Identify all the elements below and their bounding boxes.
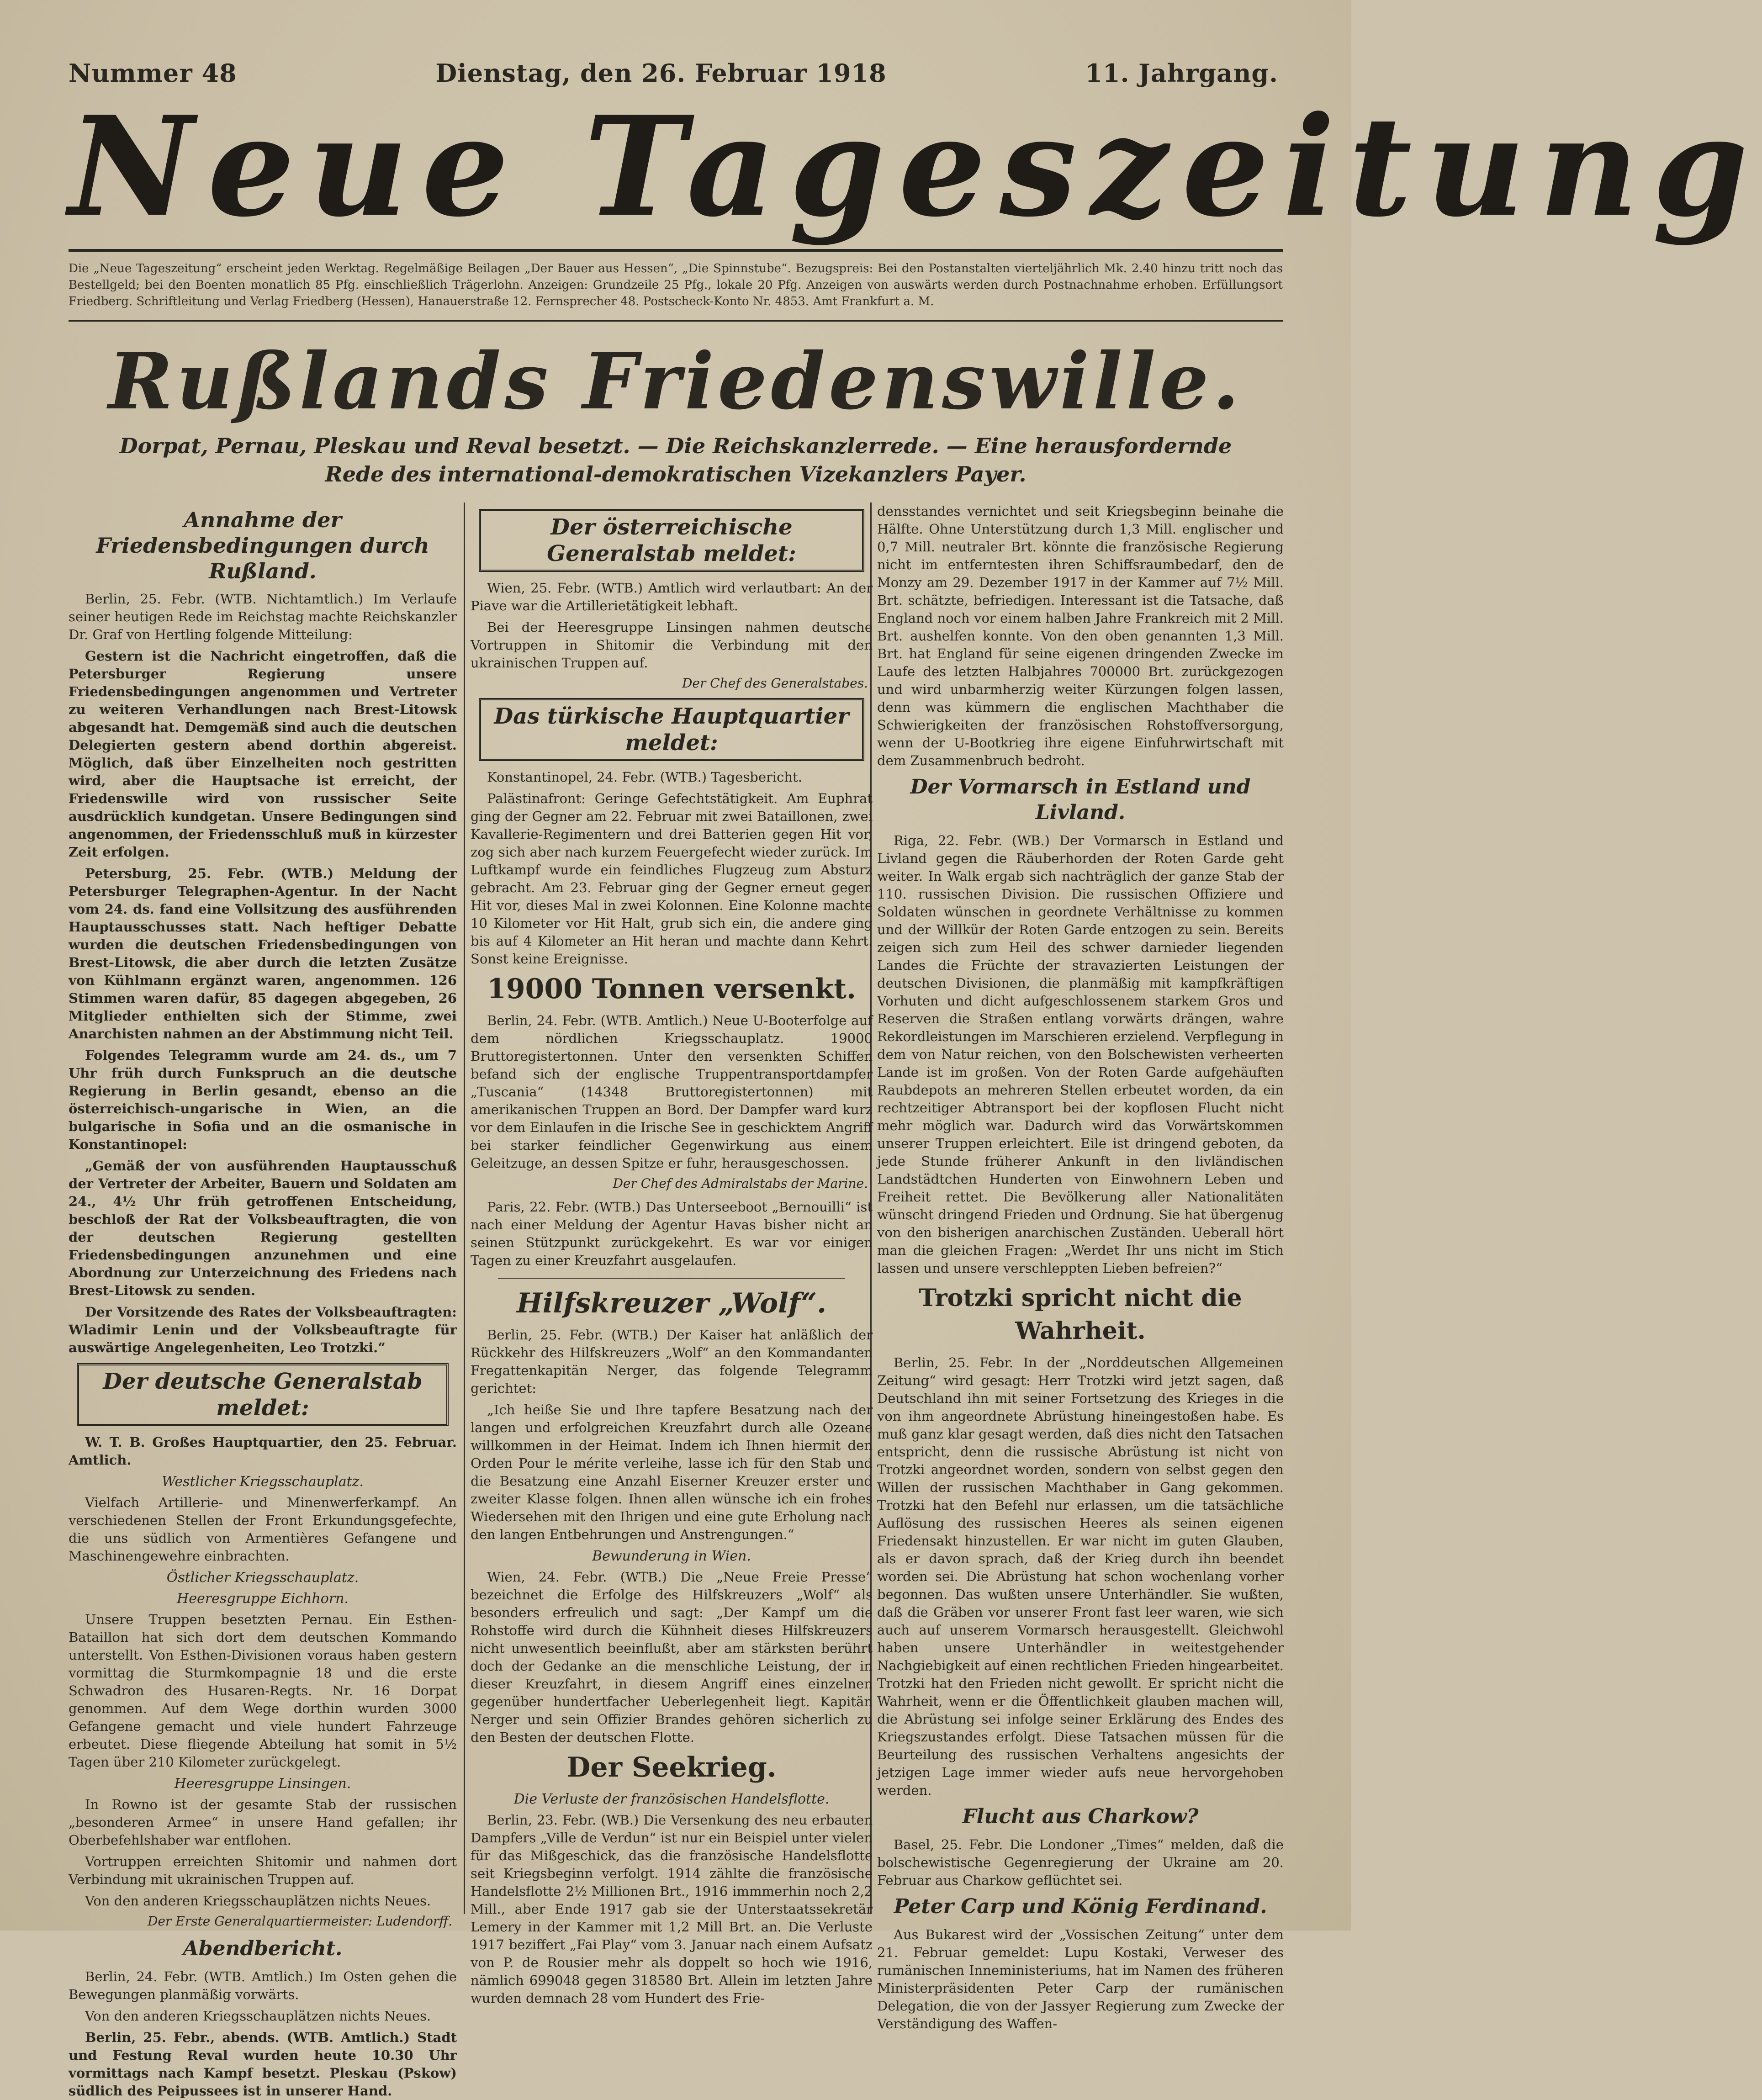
article-title: Der Seekrieg.: [566, 1751, 777, 1783]
paragraph: Berlin, 24. Febr. (WTB. Amtlich.) Im Osten gehen die Bewegungen planmäßig vorwärts.: [69, 1969, 457, 2002]
paragraph: Von den anderen Kriegsschauplätzen nichts Neues.: [85, 2008, 431, 2024]
signature: Der Chef des Admiralstabs der Marine.: [613, 1176, 868, 1191]
subsection-title: Bewunderung in Wien.: [592, 1548, 751, 1564]
signature: Der Chef des Generalstabes.: [682, 676, 868, 691]
lead-headline: Rußlands Friedenswille.: [108, 336, 1243, 427]
paragraph: Von den anderen Kriegsschauplätzen nichts Neues.: [85, 1893, 431, 1909]
subsection-title: Heeresgruppe Eichhorn.: [177, 1591, 349, 1607]
paragraph: Vortruppen erreichten Shitomir und nahmen dort Verbindung mit ukrainischen Truppen auf.: [69, 1854, 457, 1887]
paragraph: Wien, 25. Febr. (WTB.) Amtlich wird verlautbart: An der Piave war die Artillerietätigkeit lebhaft.: [471, 580, 873, 614]
paragraph: W. T. B. Großes Hauptquartier, den 25. Februar. Amtlich.: [69, 1434, 457, 1468]
paragraph: Vielfach Artillerie- und Minenwerferkampf. An verschiedenen Stellen der Front Erkundungsgefechte, die uns südlich von Armentières Gefangene und Maschinengewehre einbrachten.: [69, 1495, 457, 1564]
paragraph: Berlin, 25. Febr., abends. (WTB. Amtlich.) Stadt und Festung Reval wurden heute 10.30 Uhr vormittags nach Kampf besetzt. Pleskau (Pskow) südlich des Peipussees ist in unserer Hand.: [69, 2030, 457, 2099]
imprint: Die „Neue Tageszeitung“ erscheint jeden Werktag. Regelmäßige Beilagen „Der Bauer aus Hessen“, „Die Spinnstube“. Bezugspreis: Bei den Postanstalten vierteljährlich Mk. 2.40 hinzu tritt noch das Bestellgeld; bei den Boenten monatlich 85 Pfg. einschließlich Trägerlohn. Anzeigen: Grundzeile 25 Pfg., lokale 20 Pfg. Anzeigen von auswärts werden durch Postnachnahme erhoben. Erfüllungsort Friedberg. Schriftleitung und Verlag Friedberg (Hessen), Hanauerstraße 12. Fernsprecher 48. Postscheck-Konto Nr. 4853. Amt Frankfurt a. M.: [69, 262, 1283, 308]
issue-number: Nummer 48: [69, 58, 237, 88]
paragraph: Riga, 22. Febr. (WB.) Der Vormarsch in Estland und Livland gegen die Räuberhorden der Roten Garde geht weiter. In Walk ergab sich nachträglich der ganze Stab der 110. russischen Division. Die russischen Offiziere und Soldaten wünschen in geordnete Verhältnisse zu kommen und der Willkür der Roten Garde entzogen zu sein. Bereits zeigen sich zum Heil des schwer darnieder liegenden Landes die Früchte der stravazierten Leistungen der deutschen Divisionen, die planmäßig mit kampfkräftigen Vorhuten und dicht aufgeschlossenem starkem Gros und Reserven die Straßen entlang vorwärts drängen, wahre Rekordleistungen im Marschieren erzielend. Verpflegung in dem von Natur reichen, von den Bolschewisten verheerten Lande ist im großen. Von der Roten Garde aufgehäuften Raubdepots an mehreren Stellen erbeutet worden, da ein rechtzeitiger Abtransport bei der kopflosen Flucht nicht mehr möglich war. Dadurch wird das Vorwärtskommen unserer Truppen erleichtert. Eile ist dringend geboten, da jede Stunde früherer Ankunft in den livländischen Landstädtchen Hunderten von Einwohnern Leben und Freiheit rettet. Die Bevölkerung aller Nationalitäten wünscht dringend Frieden und Ordnung. Sie hat übergenug von den bisherigen anarchischen Zuständen. Ueberall hört man die gleichen Fragen: „Werdet Ihr uns nicht im Stich lassen und unsere verschleppten Lieben befreien?“: [877, 833, 1284, 1276]
paragraph: Berlin, 25. Febr. (WTB. Nichtamtlich.) Im Verlaufe seiner heutigen Rede im Reichstag machte Reichskanzler Dr. Graf von Hertling folgende Mitteilung:: [69, 591, 457, 642]
subsection-title: Die Verluste der französischen Handelsflotte.: [513, 1791, 830, 1807]
column-1: [69, 503, 457, 2099]
paragraph: Der Vorsitzende des Rates der Volksbeauftragten: Wladimir Lenin und der Volksbeauftragte für auswärtige Angelegenheiten, Leo Trotzki.“: [69, 1304, 457, 1355]
paragraph: Folgendes Telegramm wurde am 24. ds., um 7 Uhr früh durch Funkspruch an die deutsche Regierung in Berlin gesandt, ebenso an die österreichisch-ungarische in Wien, an die bulgarische in Sofia und an die osmanische in Konstantinopel:: [69, 1047, 457, 1152]
subsection-title: Heeresgruppe Linsingen.: [174, 1776, 351, 1792]
article-title: Hilfskreuzer „Wolf“.: [517, 1287, 826, 1319]
article-title: 19000 Tonnen versenkt.: [487, 973, 856, 1005]
column-2: [471, 503, 873, 2006]
paragraph: Aus Bukarest wird der „Vossischen Zeitung“ unter dem 21. Februar gemeldet: Lupu Kostaki, Verweser des rumänischen Inneministeriums, hat im Namen des früheren Ministerpräsidenten Peter Carp der rumänischen Delegation, die von der Jassyer Regierung zum Zwecke der Verständigung des Waffen-: [877, 1927, 1284, 2031]
lead-subheadline: Dorpat, Pernau, Pleskau und Reval besetzt. — Die Reichskanzlerrede. — Eine herausfordernde Rede des international-demokratischen Vizekanzlers Payer.: [119, 434, 1232, 487]
section-box-title: Das türkische Hauptquartier meldet:: [479, 698, 864, 761]
article-title: Peter Carp und König Ferdinand.: [894, 1895, 1267, 1918]
subsection-title: Westlicher Kriegsschauplatz.: [161, 1474, 364, 1490]
column-3: [877, 503, 1284, 2031]
paragraph: Petersburg, 25. Febr. (WTB.) Meldung der Petersburger Telegraphen-Agentur. In der Nacht vom 24. ds. fand eine Vollsitzung des ausführenden Hauptausschusses statt. Nach heftiger Debatte wurden die deutschen Friedensbedingungen von Brest-Litowsk, die aber durch die letzten Zusätze von Kühlmann ergänzt waren, angenommen. 126 Stimmen waren dafür, 85 dagegen abgegeben, 26 Mitglieder enthielten sich der Stimme, zwei Anarchisten nahmen an der Abstimmung nicht Teil.: [69, 866, 457, 1042]
subsection-title: Östlicher Kriegsschauplatz.: [166, 1570, 359, 1586]
masthead-title: Neue Tageszeitung: [69, 86, 1762, 247]
section-box-title: Der deutsche Generalstab meldet:: [77, 1363, 449, 1426]
signature: Der Erste Generalquartiermeister: Ludendorff.: [147, 1914, 452, 1929]
paragraph: Basel, 25. Febr. Die Londoner „Times“ melden, daß die bolschewistische Gegenregierung der Ukraine am 20. Februar aus Charkow geflüchtet sei.: [877, 1837, 1284, 1888]
paragraph: Bei der Heeresgruppe Linsingen nahmen deutsche Vortruppen in Shitomir die Verbindung mit den ukrainischen Truppen auf.: [471, 619, 873, 671]
column-divider: [464, 503, 465, 1914]
paragraph: Berlin, 23. Febr. (WB.) Die Versenkung des neu erbauten Dampfers „Ville de Verdun“ ist nur ein Beispiel unter vielen für das Mißgeschick, das die französische Handelsflotte seit Kriegsbeginn verfolgt. 1914 zählte die französische Handelsflotte 2½ Millionen Brt., 1916 immmerhin noch 2,2 Mill., aber Ende 1917 gab sie der Unterstaatssekretär Lemery in der Kammer mit 1,2 Mill Brt. an. Die Verluste 1917 beziffert „Fai Play“ vom 3. Januar nach einem Aufsatz von P. de Rousier mehr als doppelt so hoch wie 1916, nämlich 699048 gegen 318580 Brt. Allein im letzten Jahre wurden demnach 28 vom Hundert des Frie-: [471, 1812, 873, 2006]
masthead-rule: [69, 249, 1283, 252]
section-box-title: Der österreichische Generalstab meldet:: [479, 509, 864, 572]
paragraph: Unsere Truppen besetzten Pernau. Ein Esthen-Bataillon hat sich dort dem deutschen Kommando unterstellt. Von Esthen-Divisionen voraus haben gestern vormittag die Sturmkompagnie 18 und die erste Schwadron des Husaren-Regts. Nr. 16 Dorpat genommen. Auf dem Wege dorthin wurden 3000 Gefangene gemacht und viele hundert Fahrzeuge erbeutet. Diese fliegende Abteilung hat somit in 5½ Tagen über 210 Kilometer zurückgelegt.: [69, 1612, 457, 1770]
article-title: Abendbericht.: [183, 1937, 343, 1960]
paragraph: In Rowno ist der gesamte Stab der russischen „besonderen Armee“ in unsere Hand gefallen; ihr Oberbefehlshaber war entflohen.: [69, 1797, 457, 1848]
divider: [498, 1278, 845, 1279]
article-title: Trotzki spricht nicht die Wahrheit.: [919, 1284, 1242, 1345]
article-title: Annahme der Friedensbedingungen durch Rußland.: [96, 508, 429, 583]
paragraph: densstandes vernichtet und seit Kriegsbeginn beinahe die Hälfte. Ohne Unterstützung durch 1,3 Mill. englischer und 0,7 Mill. neutraler Brt. könnte die französische Regierung nicht im entferntesten ihren Schiffsraumbedarf, den de Monzy am 29. Dezember 1917 in der Kammer auf 7½ Mill. Brt. schätzte, befriedigen. Interessant ist die Tatsache, daß England noch vor einem halben Jahre Frankreich mit 2 Mill. Brt. aushelfen konnte. Von den oben genannten 1,3 Mill. Brt. hat England für seine eigenen dringenden Zwecke im Laufe des letzten Halbjahres 700000 Brt. zurückgezogen und wird unbarmherzig weiter Kürzungen folgen lassen, denn was kümmern die englischen Machthaber die Schwierigkeiten der französischen Rohstoffversorgung, wenn der U-Bootkrieg ihre eigene Einfuhrwirtschaft mit dem Zusammenbruch bedroht.: [877, 503, 1284, 768]
volume: 11. Jahrgang.: [1085, 58, 1278, 88]
paragraph: „Gemäß der von ausführenden Hauptausschuß der Vertreter der Arbeiter, Bauern und Soldaten am 24., 4½ Uhr früh getroffenen Entscheidung, beschloß der Rat der Volksbeauftragten, die von der deutschen Regierung gestellten Friedensbedingungen anzunehmen und eine Abordnung zur Unterzeichnung des Friedens nach Brest-Litowsk zu senden.: [69, 1158, 457, 1298]
paragraph: Wien, 24. Febr. (WTB.) Die „Neue Freie Presse“ bezeichnet die Erfolge des Hilfskreuzers „Wolf“ als besonders erfreulich und sagt: „Der Kampf um die Rohstoffe wird durch die Kühnheit dieses Hilfskreuzers nicht unwesentlich beeinflußt, aber am stärksten berührt doch der Gedanke an die menschliche Leistung, der in dieser Kreuzfahrt, in diesem Angriff eines einzelnen gegenüber hundertfacher Ueberlegenheit liegt. Kapitän Nerger und sein Offizier Brandes gehören sicherlich zu den Besten der deutschen Flotte.: [471, 1569, 873, 1745]
paragraph: Palästinafront: Geringe Gefechtstätigkeit. Am Euphrat ging der Gegner am 22. Februar mit zwei Bataillonen, zwei Kavallerie-Regimentern und drei Batterien gegen Hit vor, zog sich aber nach kurzem Feuergefecht wieder zurück. Im Luftkampf wurde ein feindliches Flugzeug zum Absturz gebracht. Am 23. Februar ging der Gegner erneut gegen Hit vor, dieses Mal in zwei Kolonnen. Eine Kolonne machte 10 Kilometer vor Hit Halt, grub sich ein, die andere ging bis auf 4 Kilometer an Hit heran und machte dann Kehrt. Sonst keine Ereignisse.: [471, 791, 873, 967]
paragraph: Berlin, 25. Febr. In der „Norddeutschen Allgemeinen Zeitung“ wird gesagt: Herr Trotzki wird jetzt sagen, daß Deutschland ihn mit seiner Fortsetzung des Krieges in die von ihm angeordnete Abrüstung hineingestoßen habe. Es muß ganz klar gesagt werden, daß dies nicht den Tatsachen entspricht, denn die russische Abrüstung ist nicht von Trotzki angeordnet worden, sondern von selbst gegen den Willen der russischen Machthaber in Gang gekommen. Trotzki hat den Befehl nur erlassen, um die tatsächliche Auflösung des russischen Heeres als seinen eigenen Friedensakt hinzustellen. Er war nicht im guten Glauben, als er davon sprach, daß der Krieg durch ihn beendet worden sei. Die Abrüstung hat schon wochenlang vorher begonnen. Das wußten unsere Unterhändler. Sie wußten, daß die Gräben vor unserer Front fast leer waren, wie sich auch auf unserem Vormarsch herausgestellt. Gleichwohl haben unsere Unterhändler in weitestgehender Nachgiebigkeit auf einen rechtlichen Frieden hingearbeitet. Trotzki hat den Frieden nicht gewollt. Er spricht nicht die Wahrheit, wenn er die Öffentlichkeit glauben machen will, die Abrüstung sei infolge seiner Erklärung des Endes des Kriegszustandes erfolgt. Diese Tatsachen müssen für die Beurteilung des russischen Verhaltens angesichts der jetzigen Lage immer wieder aufs neue hervorgehoben werden.: [877, 1355, 1284, 1798]
paragraph: Konstantinopel, 24. Febr. (WTB.) Tagesbericht.: [487, 769, 802, 785]
article-title: Der Vormarsch in Estland und Livland.: [910, 775, 1251, 824]
imprint-rule: [69, 320, 1283, 322]
paragraph: Paris, 22. Febr. (WTB.) Das Unterseeboot „Bernouilli“ ist nach einer Meldung der Agentur Havas bisher nicht an seinen Stützpunkt zurückgekehrt. Es war vor einigen Tagen zu einer Kreuzfahrt ausgelaufen.: [471, 1199, 873, 1268]
paragraph: „Ich heiße Sie und Ihre tapfere Besatzung nach der langen und erfolgreichen Kreuzfahrt durch alle Ozeane willkommen in der Heimat. Indem ich Ihnen hiermit den Orden Pour le mérite verleihe, lasse ich für den Stab und die Besatzung eine Anzahl Eiserner Kreuzer erster und zweiter Klasse folgen. Ihnen allen wünsche ich ein frohes Wiedersehen mit den Ihrigen und eine gute Erholung nach den langen Entbehrungen und Anstrengungen.“: [471, 1402, 873, 1542]
paragraph: Berlin, 24. Febr. (WTB. Amtlich.) Neue U-Booterfolge auf dem nördlichen Kriegsschauplatz. 19000 Bruttoregistertonnen. Unter den versenkten Schiffen befand sich der englische Truppentransportdampfer „Tuscania“ (14348 Bruttoregistertonnen) mit amerikanischen Truppen an Bord. Der Dampfer ward kurz vor dem Einlaufen in die Irische See in geschicktem Angriff bei starker feindlicher Gegenwirkung aus einem Geleitzuge, an dessen Spitze er fuhr, herausgeschossen.: [471, 1013, 873, 1171]
article-title: Flucht aus Charkow?: [962, 1805, 1199, 1828]
issue-date: Dienstag, den 26. Februar 1918: [435, 58, 887, 88]
paragraph: Gestern ist die Nachricht eingetroffen, daß die Petersburger Regierung unsere Friedensbedingungen angenommen und Vertreter zu weiteren Verhandlungen nach Brest-Litowsk abgesandt hat. Demgemäß sind auch die deutschen Delegierten gestern abend dorthin abgereist. Möglich, daß über Einzelheiten noch gestritten wird, aber die Hauptsache ist erreicht, der Friedenswille wird von russischer Seite ausdrücklich kundgetan. Unsere Bedingungen sind angenommen, der Friedensschluß muß in kürzester Zeit erfolgen.: [69, 648, 457, 860]
paragraph: Berlin, 25. Febr. (WTB.) Der Kaiser hat anläßlich der Rückkehr des Hilfskreuzers „Wolf“ an den Kommandanten Fregattenkapitän Nerger, das folgende Telegramm gerichtet:: [471, 1327, 873, 1396]
